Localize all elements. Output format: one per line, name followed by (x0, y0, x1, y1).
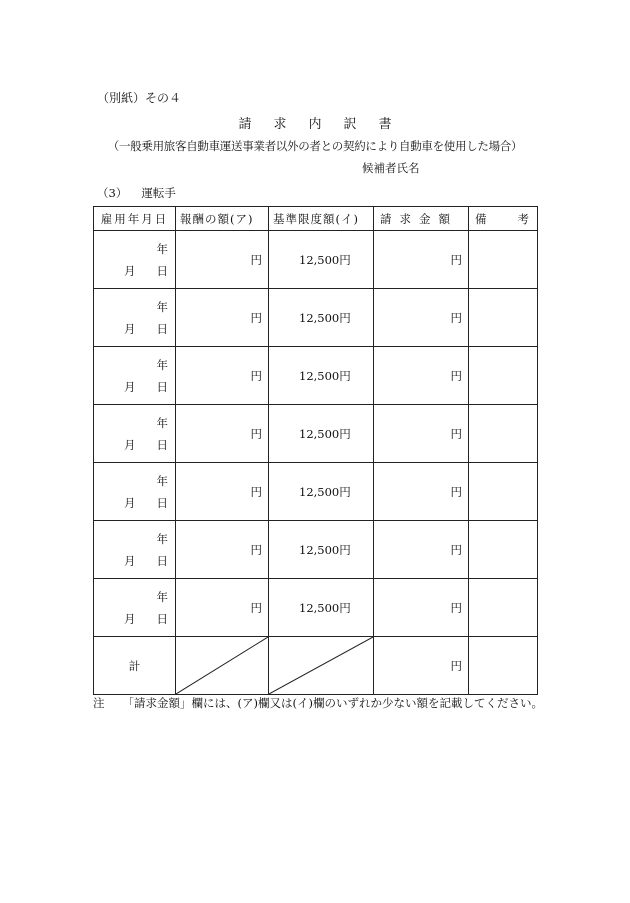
remarks-cell[interactable] (469, 347, 538, 405)
month-label: 月 (124, 554, 136, 568)
claim-amount-cell[interactable]: 円 (374, 521, 469, 579)
footnote-mark: 注 (93, 696, 105, 710)
year-label: 年 (156, 474, 168, 488)
month-label: 月 (124, 496, 136, 510)
pay-amount-cell[interactable]: 円 (176, 231, 269, 289)
table-row (94, 405, 538, 463)
claim-amount-cell[interactable]: 円 (374, 463, 469, 521)
month-label: 月 (124, 380, 136, 394)
claim-breakdown-table (93, 206, 538, 695)
employment-date-cell[interactable] (94, 463, 176, 521)
pay-amount-cell[interactable]: 円 (176, 579, 269, 637)
total-pay-cell-crossed (176, 637, 269, 695)
employment-date-cell[interactable] (94, 405, 176, 463)
standard-limit-cell: 12,500円 (269, 579, 374, 637)
pay-amount-cell[interactable]: 円 (176, 289, 269, 347)
header-remarks-char2: 考 (517, 212, 529, 226)
day-label: 日 (156, 612, 168, 626)
total-claim-cell[interactable]: 円 (374, 637, 469, 695)
year-label: 年 (156, 300, 168, 314)
year-label: 年 (156, 242, 168, 256)
standard-limit-cell: 12,500円 (269, 463, 374, 521)
employment-date-cell[interactable] (94, 579, 176, 637)
remarks-cell[interactable] (469, 289, 538, 347)
employment-date-cell[interactable] (94, 347, 176, 405)
pay-amount-cell[interactable]: 円 (176, 521, 269, 579)
footnote-text: 「請求金額」欄には、(ア)欄又は(イ)欄のいずれか少ない額を記載してください。 (122, 696, 543, 710)
document-subtitle: （一般乗用旅客自動車運送事業者以外の者との契約により自動車を使用した場合） (107, 139, 523, 153)
table-row (94, 231, 538, 289)
pay-amount-cell[interactable]: 円 (176, 405, 269, 463)
table-row (94, 521, 538, 579)
year-label: 年 (156, 358, 168, 372)
total-limit-cell-crossed (269, 637, 374, 695)
header-claim-amount: 請求金額 (374, 207, 469, 231)
claim-amount-cell[interactable]: 円 (374, 289, 469, 347)
standard-limit-cell: 12,500円 (269, 521, 374, 579)
table-row (94, 579, 538, 637)
year-label: 年 (156, 416, 168, 430)
total-label: 計 (94, 637, 176, 695)
standard-limit-cell: 12,500円 (269, 405, 374, 463)
footnote (93, 695, 543, 711)
claim-amount-cell[interactable]: 円 (374, 405, 469, 463)
day-label: 日 (156, 438, 168, 452)
employment-date-cell[interactable] (94, 289, 176, 347)
table-row (94, 289, 538, 347)
table-header-row (94, 207, 538, 231)
claim-amount-cell[interactable]: 円 (374, 231, 469, 289)
day-label: 日 (156, 264, 168, 278)
month-label: 月 (124, 438, 136, 452)
remarks-cell[interactable] (469, 463, 538, 521)
standard-limit-cell: 12,500円 (269, 231, 374, 289)
candidate-name-label: 候補者氏名 (362, 161, 420, 175)
pay-amount-cell[interactable]: 円 (176, 463, 269, 521)
section-label: 運転手 (141, 186, 176, 200)
header-pay-amount: 報酬の額(ア) (176, 207, 269, 231)
day-label: 日 (156, 322, 168, 336)
header-remarks (469, 207, 538, 231)
day-label: 日 (156, 380, 168, 394)
table-row (94, 347, 538, 405)
claim-amount-cell[interactable]: 円 (374, 347, 469, 405)
remarks-cell[interactable] (469, 521, 538, 579)
header-remarks-char1: 備 (475, 212, 487, 226)
employment-date-cell[interactable] (94, 521, 176, 579)
total-remarks-cell[interactable] (469, 637, 538, 695)
total-row (94, 637, 538, 695)
standard-limit-cell: 12,500円 (269, 289, 374, 347)
day-label: 日 (156, 554, 168, 568)
claim-amount-cell[interactable]: 円 (374, 579, 469, 637)
section-heading (97, 185, 176, 201)
year-label: 年 (156, 590, 168, 604)
year-label: 年 (156, 532, 168, 546)
remarks-cell[interactable] (469, 579, 538, 637)
day-label: 日 (156, 496, 168, 510)
standard-limit-cell: 12,500円 (269, 347, 374, 405)
table-row (94, 463, 538, 521)
annex-label: （別紙）その４ (97, 91, 182, 105)
header-employment-date: 雇用年月日 (94, 207, 176, 231)
month-label: 月 (124, 322, 136, 336)
section-number: （3） (97, 186, 128, 200)
employment-date-cell[interactable] (94, 231, 176, 289)
document-title: 請求内訳書 (238, 117, 414, 132)
month-label: 月 (124, 264, 136, 278)
month-label: 月 (124, 612, 136, 626)
pay-amount-cell[interactable]: 円 (176, 347, 269, 405)
remarks-cell[interactable] (469, 405, 538, 463)
header-standard-limit: 基準限度額(イ) (269, 207, 374, 231)
remarks-cell[interactable] (469, 231, 538, 289)
